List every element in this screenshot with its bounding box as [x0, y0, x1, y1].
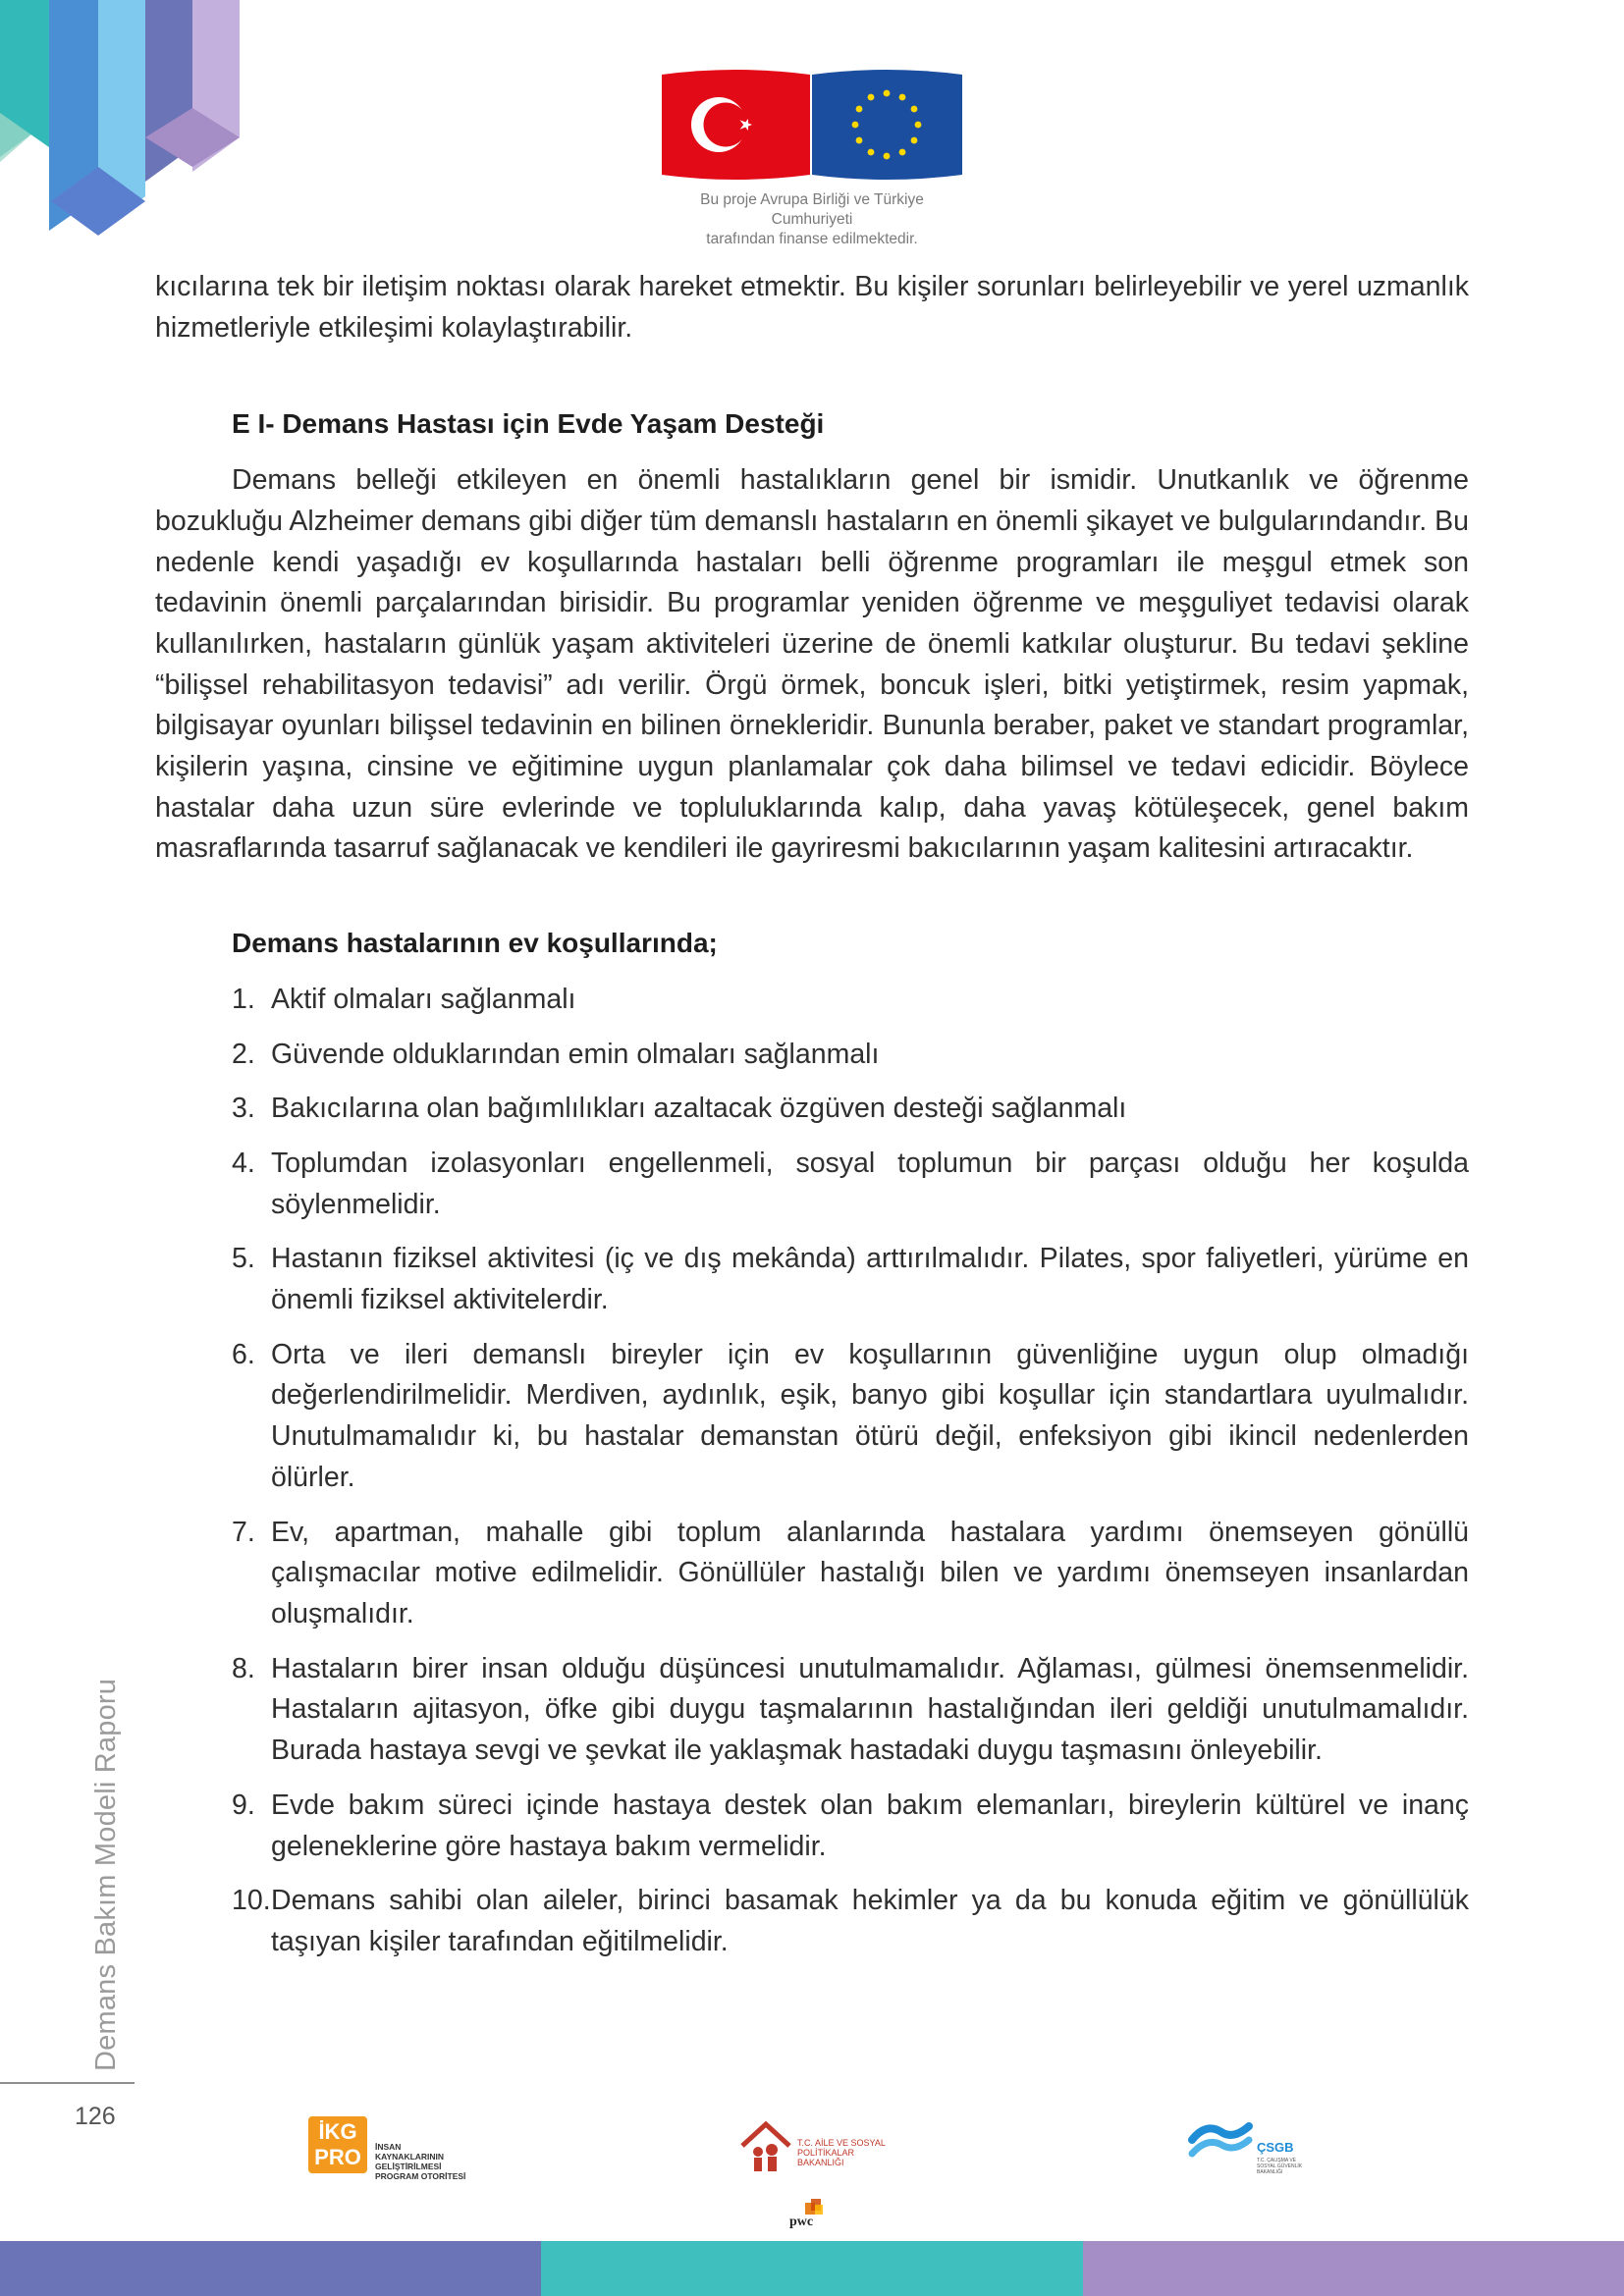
list-item-number: 7. — [232, 1516, 255, 1548]
csgb-logo — [1188, 2112, 1326, 2177]
section-paragraph: Demans belleği etkileyen en önemli hastalıkların genel bir ismidir. Unutkanlık ve öğrenme bozukluğu Alzheimer demans gibi diğer tüm demanslı hastaların en önemli şikayet ve bulgularındandır. Bu nedenle kendi yaşadığı ev koşullarında hastaları belli öğrenme programları ile meşgul etmek son tedavinin önemli parçalarından birisidir. Bu programlar yeniden öğrenme ve meşguliyet tedavisi olarak kullanılırken, hastaların günlük yaşam aktiviteleri üzerine de önemli katkılar oluşturur. Bu tedavi şekline “bilişsel rehabilitasyon tedavisi” adı verilir. Örgü örmek, boncuk işleri, bitki yetiştirmek, resim yapmak, bilgisayar oyunları bilişsel tedavinin en bilinen örnekleridir. Bununla beraber, paket ve standart programlar, kişilerin yaşına, cinsine ve eğitimine uygun planlamalar çok daha bilimsel ve tedavi edicidir. Böylece hastalar daha uzun süre evlerinde ve topluluklarında kalıp, daha yavaş kötüleşecek, genel bakım masraflarında tasarruf sağlanacak ve kendileri ile gayriresmi bakıcılarının yaşam kalitesini artıracaktır. — [155, 464, 1469, 865]
list-heading: Demans hastalarının ev koşullarında; — [232, 928, 718, 959]
corner-decoration — [0, 0, 255, 255]
list-item-number: 1. — [232, 983, 255, 1015]
list-item-text: Evde bakım süreci içinde hastaya destek olan bakım elemanları, bireylerin kültürel ve inanç geleneklerine göre hastaya bakım vermelidir. — [271, 1789, 1469, 1862]
list-item-number: 3. — [232, 1093, 255, 1125]
intro-paragraph: kıcılarına tek bir iletişim noktası olarak hareket etmektir. Bu kişiler sorunları belirleyebilir ve yerel uzmanlık hizmetleriyle etkileşimi kolaylaştırabilir. — [155, 271, 1469, 344]
sidebar-divider — [0, 2082, 135, 2084]
family-house-icon — [736, 2116, 795, 2175]
funding-caption-line1: Bu proje Avrupa Birliği ve Türkiye Cumhuriyeti — [700, 191, 924, 228]
list-item-text: Hastanın fiziksel aktivitesi (iç ve dış mekânda) arttırılmalıdır. Pilates, spor faliyetleri, yürüme en önemli fiziksel aktivitelerdir. — [271, 1243, 1469, 1316]
list-item — [232, 1649, 1469, 1772]
list-item — [232, 1513, 1469, 1635]
ikg-pro-logo-mark: İKG PRO — [308, 2116, 367, 2173]
page-content — [155, 267, 1469, 1977]
list-item — [232, 1144, 1469, 1225]
funding-flags — [662, 69, 962, 247]
bottom-bar-left — [0, 2241, 541, 2296]
list-item — [232, 980, 1469, 1021]
pwc-logo — [785, 2197, 835, 2232]
list-item-text: Demans sahibi olan aileler, birinci basamak hekimler ya da bu konuda eğitim ve gönüllülük taşıyan kişiler tarafından eğitilmelidir. — [271, 1885, 1469, 1957]
bottom-color-bar — [0, 2241, 1624, 2296]
ikg-pro-caption: İNSAN KAYNAKLARININ GELİŞTİRİLMESİ PROGRAM OTORİTESİ — [375, 2142, 466, 2181]
list-item-text: Orta ve ileri demanslı bireyler için ev koşullarının güvenliğine uygun olup olmadığı değerlendirilmelidir. Merdiven, aydınlık, eşik, banyo gibi koşullar için standartlara uyulmalıdır. Unutulmamalıdır ki, bu hastalar demanstan ötürü değil, enfeksiyon gibi ikincil nedenlerden ölürler. — [271, 1338, 1469, 1493]
list-item — [232, 1239, 1469, 1320]
list-item-number: 9. — [232, 1789, 255, 1821]
list-item — [232, 1335, 1469, 1499]
pwc-mark-icon — [801, 2197, 827, 2215]
list-item-number: 4. — [232, 1147, 255, 1179]
funding-caption-line2: tarafından finanse edilmektedir. — [706, 231, 918, 247]
list-item-text: Aktif olmaları sağlanmalı — [271, 983, 576, 1015]
eu-flag-icon — [812, 69, 962, 181]
list-item-number: 2. — [232, 1038, 255, 1070]
aile-bakanligi-caption: T.C. AİLE VE SOSYAL POLİTİKALAR BAKANLIĞI — [797, 2138, 886, 2167]
aile-bakanligi-logo — [736, 2112, 893, 2177]
list-item — [232, 1035, 1469, 1076]
list-item-text: Güvende olduklarından emin olmaları sağlanmalı — [271, 1038, 880, 1070]
bottom-bar-right — [1083, 2241, 1624, 2296]
report-title-vertical: Demans Bakım Modeli Raporu — [90, 1678, 122, 2071]
list-item — [232, 1786, 1469, 1867]
bottom-bar-middle — [541, 2241, 1082, 2296]
list-item-number: 8. — [232, 1652, 255, 1684]
list-item-text: Ev, apartman, mahalle gibi toplum alanlarında hastalara yardımı önemseyen gönüllü çalışmacılar motive edilmelidir. Gönüllüler hastalığı bilen ve yardımı önemseyen insanlardan oluşmalıdır. — [271, 1516, 1469, 1629]
care-recommendations-list — [155, 980, 1469, 1963]
pwc-label: pwc — [789, 2215, 814, 2229]
list-item-number: 10. — [232, 1885, 271, 1917]
page-number: 126 — [75, 2103, 116, 2130]
csgb-caption: T.C. ÇALIŞMA VE SOSYAL GÜVENLİK BAKANLIĞI — [1257, 2158, 1303, 2175]
funding-caption — [662, 190, 962, 249]
section-heading: E I- Demans Hastası için Evde Yaşam Desteği — [232, 408, 825, 440]
csgb-mark-icon — [1188, 2118, 1253, 2162]
ikg-pro-logo — [308, 2112, 475, 2181]
list-item — [232, 1881, 1469, 1962]
list-item-text: Hastaların birer insan olduğu düşüncesi unutulmamalıdır. Ağlaması, gülmesi önemsenmelidir. Hastaların ajitasyon, öfke gibi duygu taşmalarının hastalığından ileri geldiği unutulmamalıdır. Burada hastaya sevgi ve şevkat ile yaklaşmak hastadaki duygu taşmasını önleyebilir. — [271, 1652, 1469, 1767]
list-item-text: Toplumdan izolasyonları engellenmeli, sosyal toplumun bir parçası olduğu her koşulda söylenmelidir. — [271, 1147, 1469, 1220]
list-item-text: Bakıcılarına olan bağımlılıkları azaltacak özgüven desteği sağlanmalı — [271, 1093, 1127, 1125]
list-item-number: 5. — [232, 1243, 255, 1275]
list-item — [232, 1089, 1469, 1130]
list-item-number: 6. — [232, 1338, 255, 1370]
csgb-label: ÇSGB — [1257, 2140, 1294, 2155]
turkey-flag-icon — [662, 69, 810, 181]
